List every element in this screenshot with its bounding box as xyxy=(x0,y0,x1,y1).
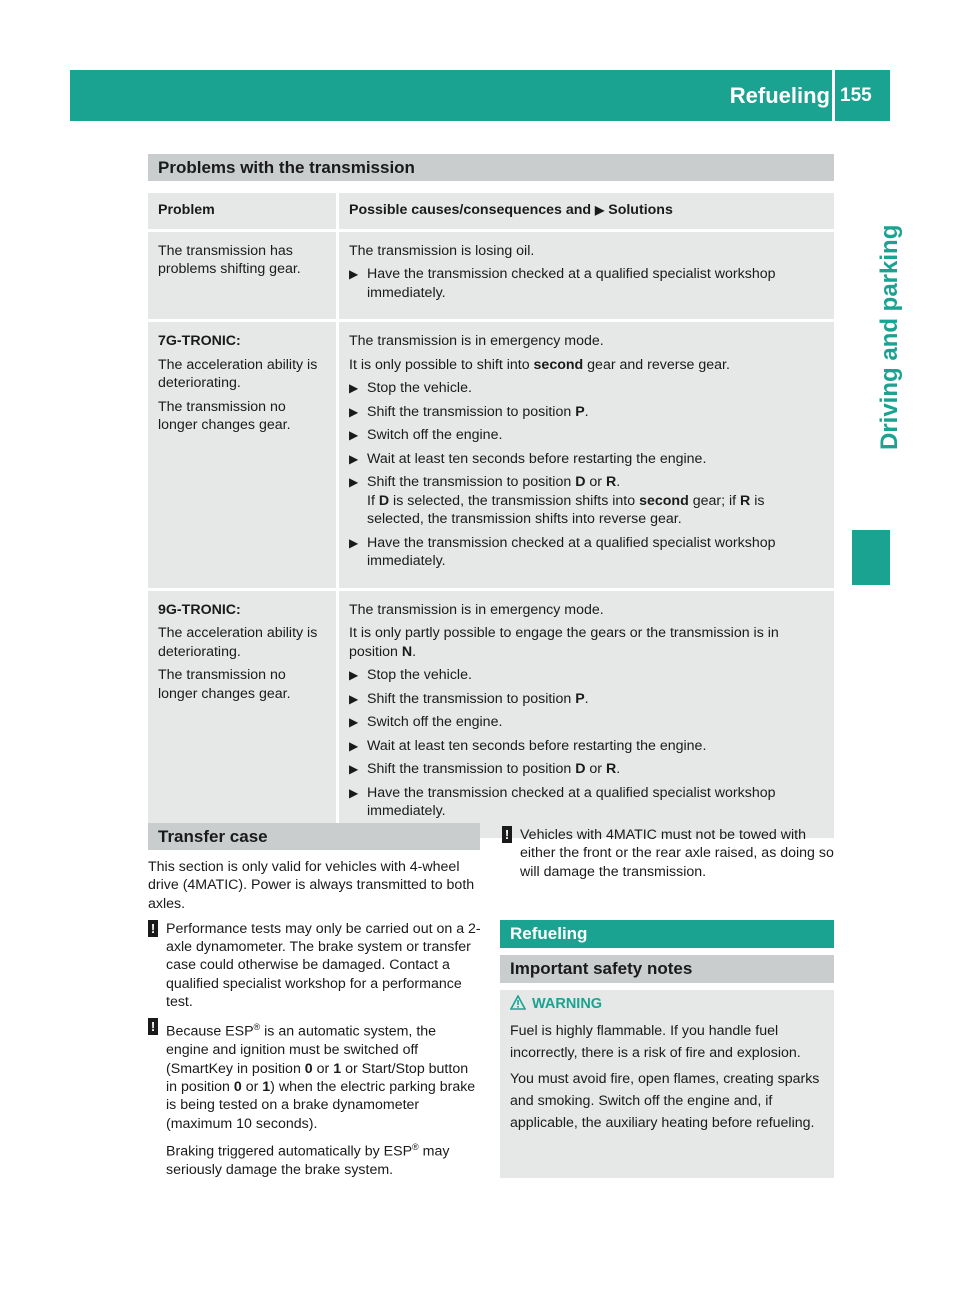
warning-box xyxy=(500,990,834,1178)
step-item: ▶ Wait at least ten seconds before restarting the engine. xyxy=(349,450,707,467)
warning-body: Fuel is highly flammable. If you handle fuel incorrectly, there is a risk of fire and explosion. You must avoid fire, open flames, creating sparks and smoking. Switch off the engine and, if applicable, the auxiliary heating before refueling. xyxy=(510,1023,820,1131)
step-item: ▶ Stop the vehicle. xyxy=(349,380,472,396)
table-header-row xyxy=(148,193,834,229)
safety-notes-title: Important safety notes xyxy=(500,955,834,983)
warning-header xyxy=(510,994,602,1014)
exclamation-icon: ! xyxy=(502,826,512,843)
table-row xyxy=(148,232,834,320)
step-item: ▶ Shift the transmission to position P. xyxy=(349,403,589,420)
header-title: Refueling xyxy=(729,83,830,108)
problem-cell: 7G-TRONIC: The acceleration ability is deteriorating. The transmission no longer changes gear. xyxy=(148,322,339,588)
transmission-section-title: Problems with the transmission xyxy=(148,154,834,181)
solution-cell: The transmission is losing oil. ▶ Have the transmission checked at a qualified specialist workshop immediately. xyxy=(339,232,834,320)
side-tab-label: Driving and parking xyxy=(876,224,903,450)
step-item: ▶ Have the transmission checked at a qualified specialist workshop immediately. xyxy=(349,266,776,301)
note-item: ! Because ESP® is an automatic system, the engine and ignition must be switched off (SmartKey in position 0 or 1 or Start/Stop button in position 0 or 1) when the electric parking brake is being tested on a brake dynamometer (maximum 10 seconds). Braking triggered automatically by ESP® may seriously damage the brake system. xyxy=(148,1018,482,1179)
arrow-right-icon: ▶ xyxy=(349,535,359,550)
step-item: ▶ Shift the transmission to position D or R. If D is selected, the transmission shifts into second gear; if R is selected, the transmission shifts into reverse gear. xyxy=(349,474,765,527)
arrow-right-icon: ▶ xyxy=(349,475,359,489)
towing-note xyxy=(502,826,836,888)
exclamation-icon: ! xyxy=(148,1018,158,1035)
step-item: ▶ Shift the transmission to position D or R. xyxy=(349,761,621,777)
problem-cell: The transmission has problems shifting gear. xyxy=(148,232,339,320)
problem-cell: 9G-TRONIC: The acceleration ability is deteriorating. The transmission no longer changes gear. xyxy=(148,591,339,838)
step-item: ▶ Switch off the engine. xyxy=(349,714,503,730)
arrow-right-icon: ▶ xyxy=(349,451,359,466)
transfer-case-body: This section is only valid for vehicles with 4-wheel drive (4MATIC). Power is always transmitted to both axles. ! Performance tests may only be carried out on a 2-axle dynamometer. The brake system or transfer case could otherwise be damaged. Contact a qualified specialist workshop for a performance test. ! Because ESP® is an automatic system, the engine and ignition must be switched off (SmartKey in position 0 or 1 or Start/Stop button in position 0 or 1) when the electric parking brake is being tested on a brake dynamometer (maximum 10 seconds). Braking triggered automatically by ESP® may seriously damage the brake system. xyxy=(148,859,481,1178)
arrow-right-icon: ▶ xyxy=(349,267,359,281)
side-tab-marker xyxy=(852,530,890,585)
solution-cell: The transmission is in emergency mode. It is only partly possible to engage the gears or the transmission is in position N. ▶ Stop the vehicle. ▶ Shift the transmission to position P. ▶ Switch off the engine. ▶ Wait at least ten seconds before restarting the engine. ▶ Shift the transmission to position D or R. ▶ Have the transmission checked at a qualified specialist workshop immediately. xyxy=(339,591,834,838)
page-number: 155 xyxy=(840,85,872,106)
transfer-case-title: Transfer case xyxy=(148,823,480,850)
table-row xyxy=(148,322,834,588)
arrow-right-icon: ▶ xyxy=(349,381,359,395)
col-solutions: Possible causes/consequences and ▶ Solutions xyxy=(339,193,834,229)
step-item: ▶ Switch off the engine. xyxy=(349,427,503,443)
note-item: ! Performance tests may only be carried out on a 2-axle dynamometer. The brake system or transfer case could otherwise be damaged. Contact a qualified specialist workshop for a performance test. xyxy=(148,920,482,1011)
page-header xyxy=(70,70,890,121)
arrow-right-icon: ▶ xyxy=(349,738,359,753)
warning-triangle-icon xyxy=(510,995,526,1010)
step-item: ▶ Have the transmission checked at a qualified specialist workshop immediately. xyxy=(349,534,776,569)
exclamation-icon: ! xyxy=(148,920,158,937)
arrow-right-icon: ▶ xyxy=(595,203,605,217)
solution-cell: The transmission is in emergency mode. It is only possible to shift into second gear and reverse gear. ▶ Stop the vehicle. ▶ Shift the transmission to position P. ▶ Switch off the engine. ▶ Wait at least ten seconds before restarting the engine. ▶ Shift the transmission to position D or R. If D is selected, the transmission shifts into second gear; if R is selected, the transmission shifts into reverse gear. ▶ Have the transmission checked at a qualified specialist workshop immediately. xyxy=(339,322,834,588)
header-divider xyxy=(832,70,835,121)
arrow-right-icon: ▶ xyxy=(349,428,359,442)
arrow-right-icon: ▶ xyxy=(349,404,359,419)
step-item: ▶ Have the transmission checked at a qualified specialist workshop immediately. xyxy=(349,784,776,819)
step-item: ▶ Wait at least ten seconds before restarting the engine. xyxy=(349,737,707,754)
arrow-right-icon: ▶ xyxy=(349,668,359,682)
arrow-right-icon: ▶ xyxy=(349,715,359,729)
arrow-right-icon: ▶ xyxy=(349,785,359,800)
step-item: ▶ Shift the transmission to position P. xyxy=(349,690,589,707)
note-item: ! Vehicles with 4MATIC must not be towed with either the front or the rear axle raised, as doing so will damage the transmission. xyxy=(502,826,836,881)
step-item: ▶ Stop the vehicle. xyxy=(349,667,472,683)
warning-label: WARNING xyxy=(532,996,603,1012)
col-problem: Problem xyxy=(148,193,339,229)
table-row xyxy=(148,591,834,838)
transmission-table xyxy=(148,190,834,841)
arrow-right-icon: ▶ xyxy=(349,691,359,706)
arrow-right-icon: ▶ xyxy=(349,762,359,776)
refueling-title: Refueling xyxy=(500,920,834,948)
